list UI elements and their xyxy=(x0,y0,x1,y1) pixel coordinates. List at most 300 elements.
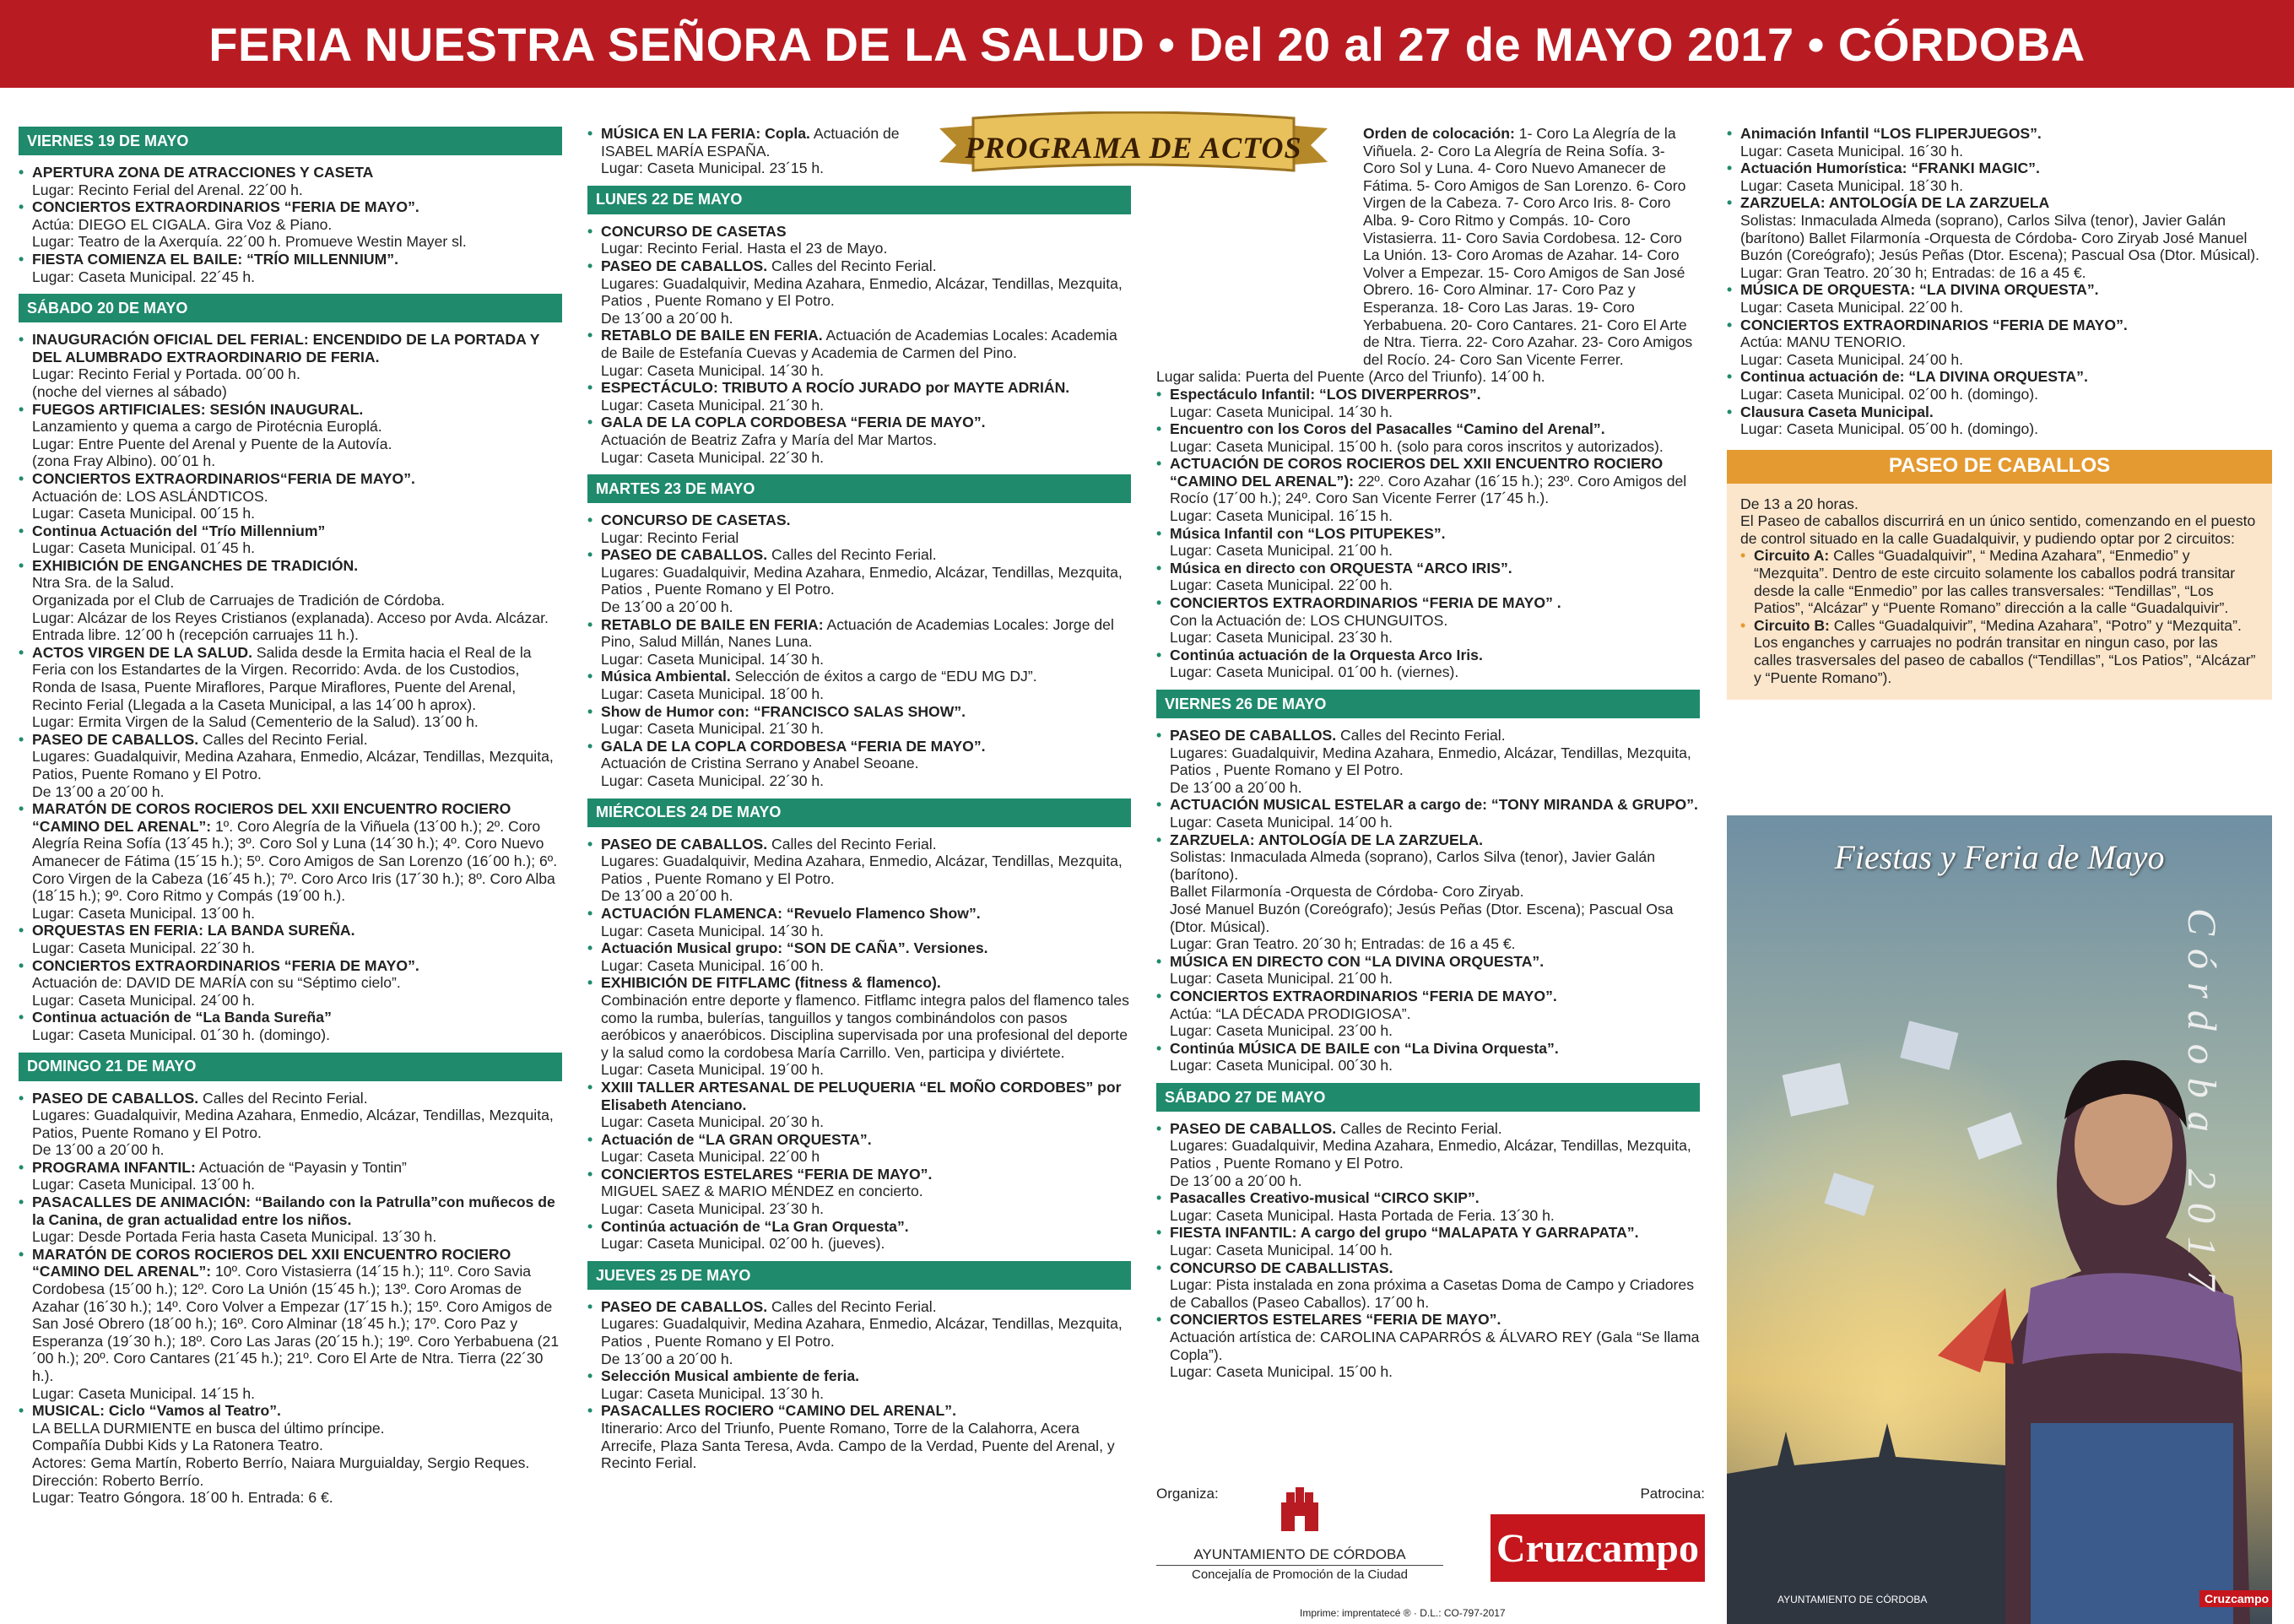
bullet-icon: • xyxy=(587,668,593,685)
event-detail-line: Actuación de: LOS ASLÁNDTICOS. xyxy=(32,487,268,505)
event-body xyxy=(1170,560,1700,594)
event-body xyxy=(601,1166,1131,1218)
continuation-domingo xyxy=(587,125,1131,177)
event-title: MARATÓN DE COROS ROCIEROS DEL XXII ENCUENTRO ROCIERO “CAMINO DEL ARENAL”: xyxy=(32,800,511,835)
event-description: Calles del Recinto Ferial. xyxy=(198,1089,368,1107)
event-title: XXIII TALLER ARTESANAL DE PELUQUERIA “EL MOÑO CORDOBES” por Elisabeth Atenciano. xyxy=(601,1078,1122,1113)
event-title: Continua actuación de: “LA DIVINA ORQUESTA”. xyxy=(1740,368,2088,386)
event-title: Continúa actuación de “La Gran Orquesta”. xyxy=(601,1217,909,1235)
event-detail-line: Solistas: Inmaculada Almeda (soprano), Carlos Silva (tenor), Javier Galán (barítono) Ballet Filarmonía -Orquesta de Córdoba- Coro Ziryab José Manuel Buzón (Coreógrafo); Jesús Peñas (Dtor. Escena); Pascual Osa (Dtor. Músical). xyxy=(1740,211,2260,264)
event-detail-line: Lugar: Caseta Municipal. 01´45 h. xyxy=(32,539,256,557)
cruzcampo-logo xyxy=(1491,1486,1705,1604)
event-detail-line: Lugar: Caseta Municipal. 15´00 h. (solo para coros inscritos y autorizados). xyxy=(1170,437,1664,455)
poster-brand: Cruzcampo xyxy=(2199,1590,2272,1607)
event-body xyxy=(601,1079,1131,1131)
bullet-icon: • xyxy=(19,1402,24,1420)
event-body xyxy=(1740,281,2272,316)
event-title: Actuación Humorística: “FRANKI MAGIC”. xyxy=(1740,160,2040,177)
sponsors-footer xyxy=(1156,1486,1705,1624)
event-title: MUSICAL: Ciclo “Vamos al Teatro”. xyxy=(32,1402,281,1420)
event-body xyxy=(32,1194,562,1246)
bullet-icon: • xyxy=(587,939,593,957)
event-detail-line: De 13´00 a 20´00 h. xyxy=(32,1141,165,1159)
event-body xyxy=(1170,1189,1700,1224)
event-detail-line: Actores: Gema Martín, Roberto Berrío, Naiara Murguialday, Sergio Reques. Dirección: Roberto Berrío. xyxy=(32,1453,530,1489)
event-detail-line: MIGUEL SAEZ & MARIO MÉNDEZ en concierto. xyxy=(601,1183,923,1200)
bullet-icon: • xyxy=(19,730,24,748)
event-description: Calles del Recinto Ferial. xyxy=(767,1297,937,1315)
event-detail-line: Lugares: Guadalquivir, Medina Azahara, Enmedio, Alcázar, Tendillas, Mezquita, Patios , Puente Romano y El Potro. xyxy=(1170,744,1691,779)
event-body xyxy=(1170,386,1700,420)
event-item xyxy=(587,512,1131,546)
event-item xyxy=(587,668,1131,702)
salida-line: Lugar salida: Puerta del Puente (Arco del Triunfo). 14´00 h. xyxy=(1156,368,1545,386)
event-body xyxy=(601,836,1131,905)
event-title: RETABLO DE BAILE EN FERIA: xyxy=(601,615,824,633)
event-detail-line: Lugar: Caseta Municipal. 22´30 h. xyxy=(32,939,256,956)
event-body xyxy=(1170,796,1700,831)
event-body xyxy=(1170,594,1700,647)
bullet-icon: • xyxy=(587,737,593,755)
event-detail-line: Lugar: Caseta Municipal. 02´00 h. (jueves). xyxy=(601,1235,885,1253)
section-header: SÁBADO 20 DE MAYO xyxy=(19,294,562,322)
bullet-icon: • xyxy=(1156,524,1162,542)
event-item xyxy=(19,1402,562,1507)
event-title: APERTURA ZONA DE ATRACCIONES Y CASETA xyxy=(32,164,374,181)
event-item xyxy=(1156,420,1700,455)
event-body xyxy=(601,223,1131,257)
event-item xyxy=(1156,727,1700,796)
event-body xyxy=(1740,403,2272,438)
event-body xyxy=(1170,727,1700,796)
event-title: Encuentro con los Coros del Pasacalles “Camino del Arenal”. xyxy=(1170,420,1605,438)
event-detail-line: Lugar: Caseta Municipal. 22´30 h. xyxy=(601,448,825,466)
event-title: Actuación Musical grupo: “SON DE CAÑA”. Versiones. xyxy=(601,939,988,957)
event-detail-line: Lugar: Caseta Municipal. 19´00 h. xyxy=(601,1061,825,1079)
bullet-icon: • xyxy=(1156,952,1162,970)
section-viernes-26 xyxy=(1156,690,1700,1075)
event-item xyxy=(587,939,1131,974)
section-martes-23 xyxy=(587,474,1131,790)
event-detail-line: Lugar: Caseta Municipal. 14´00 h. xyxy=(1170,1242,1393,1259)
event-body xyxy=(1170,1224,1700,1259)
event-detail-line: Actúa: “LA DÉCADA PRODIGIOSA”. xyxy=(1170,1004,1411,1022)
bullet-icon: • xyxy=(587,1078,593,1096)
event-body xyxy=(1740,160,2272,194)
circuit-a-text: Calles “Guadalquivir”, “ Medina Azahara”, “Enmedio” y “Mezquita”. Dentro de este circuito solamente los caballos podrá transitar desde la calle “Enmedio” por las calles transversales: “Tendillas”, “Los Patios”, “Alcázar” y “Puente Romano” dirección a la calle “Guadalquivir”. xyxy=(1754,547,2236,617)
event-body xyxy=(1170,420,1700,455)
bullet-icon: • xyxy=(587,1165,593,1183)
bullet-icon: • xyxy=(19,331,24,349)
event-title: CONCIERTOS EXTRAORDINARIOS “FERIA DE MAYO”. xyxy=(32,198,419,216)
event-detail-line: Lugar: Alcázar de los Reyes Cristianos (explanada). Acceso por Avda. Alcázar. Entrada libre. 12´00 h (recepción carruajes 11 h.). xyxy=(32,609,549,644)
event-detail-line: Lugar: Teatro de la Axerquía. 22´00 h. Promueve Westin Mayer sl. xyxy=(32,233,467,251)
event-body xyxy=(32,922,562,956)
event-item xyxy=(19,644,562,731)
event-detail-line: Lugar: Entre Puente del Arenal y Puente de la Autovía. xyxy=(32,435,392,452)
event-title: MÚSICA EN DIRECTO CON “LA DIVINA ORQUESTA”. xyxy=(1170,952,1545,970)
event-item xyxy=(1156,988,1700,1040)
event-body xyxy=(1170,1311,1700,1380)
event-body xyxy=(601,703,1131,738)
event-detail-line: De 13´00 a 20´00 h. xyxy=(1170,778,1302,796)
event-title: GALA DE LA COPLA CORDOBESA “FERIA DE MAYO”. xyxy=(601,737,986,755)
bullet-icon: • xyxy=(1727,160,1733,177)
section-jueves-25 xyxy=(587,1261,1131,1472)
event-body xyxy=(32,198,562,251)
event-title: FUEGOS ARTIFICIALES: SESIÓN INAUGURAL. xyxy=(32,400,364,418)
event-item xyxy=(1156,1224,1700,1259)
bullet-icon: • xyxy=(1740,547,1746,565)
organiza-label: Organiza: xyxy=(1156,1486,1219,1502)
poster-vertical-text: Córdoba 2017 xyxy=(2179,908,2224,1304)
bullet-icon: • xyxy=(19,922,24,939)
event-detail-line: Lugar: Caseta Municipal. 16´15 h. xyxy=(1170,507,1393,525)
event-item xyxy=(1156,1311,1700,1380)
bullet-icon: • xyxy=(587,222,593,240)
event-detail-line: Compañía Dubbi Kids y La Ratonera Teatro. xyxy=(32,1437,323,1454)
event-body xyxy=(32,957,562,1010)
event-title: ORQUESTAS EN FERIA: LA BANDA SUREÑA. xyxy=(32,922,355,939)
paseo-header: PASEO DE CABALLOS xyxy=(1727,450,2272,484)
event-body xyxy=(601,668,1131,702)
event-title: PASEO DE CABALLOS. xyxy=(32,1089,199,1107)
bullet-icon: • xyxy=(1156,1119,1162,1137)
event-body xyxy=(601,1218,1131,1253)
event-item xyxy=(587,1079,1131,1131)
event-detail-line: Lugar: Caseta Municipal. 16´30 h. xyxy=(1740,142,1964,160)
event-title: CONCIERTOS EXTRAORDINARIOS “FERIA DE MAYO”. xyxy=(1170,987,1557,1004)
event-body xyxy=(601,974,1131,1079)
event-title: FIESTA INFANTIL: A cargo del grupo “MALAPATA Y GARRAPATA”. xyxy=(1170,1224,1639,1242)
event-title: PASACALLES DE ANIMACIÓN: “Bailando con la Patrulla”con muñecos de la Canina, de gran actualidad entre los niños. xyxy=(32,1194,555,1228)
event-detail-line: Lugar: Caseta Municipal. 13´00 h. xyxy=(32,904,256,922)
section-domingo-21 xyxy=(19,1053,562,1507)
bullet-icon: • xyxy=(587,974,593,992)
event-detail-line: Lugares: Guadalquivir, Medina Azahara, Enmedio, Alcázar, Tendillas, Mezquita, Patios , Puente Romano y El Potro. xyxy=(601,1315,1123,1351)
event-detail-line: Ballet Filarmonía -Orquesta de Córdoba- Coro Ziryab. xyxy=(1170,883,1524,901)
bullet-icon: • xyxy=(1156,385,1162,403)
event-detail-line: Lugar: Caseta Municipal. 00´30 h. xyxy=(1170,1057,1393,1075)
event-title: CONCURSO DE CASETAS. xyxy=(601,512,791,529)
event-title: MÚSICA DE ORQUESTA: “LA DIVINA ORQUESTA”. xyxy=(1740,281,2099,299)
event-detail-line: Lugares: Guadalquivir, Medina Azahara, Enmedio, Alcázar, Tendillas, Mezquita, Patios, Puente Romano y El Potro. xyxy=(32,748,554,782)
event-detail-line: Lugares: Guadalquivir, Medina Azahara, Enmedio, Alcázar, Tendillas, Mezquita, Patios , Puente Romano y El Potro. xyxy=(601,563,1123,598)
event-title: PASEO DE CABALLOS. xyxy=(32,730,199,748)
event-detail-line: Lugares: Guadalquivir, Medina Azahara, Enmedio, Alcázar, Tendillas, Mezquita, Patios, Puente Romano y El Potro. xyxy=(32,1107,554,1141)
event-title: INAUGURACIÓN OFICIAL DEL FERIAL: ENCENDIDO DE LA PORTADA Y DEL ALUMBRADO EXTRAORDINARIO DE FERIA. xyxy=(32,331,540,365)
ayuntamiento-crest-icon xyxy=(1274,1486,1325,1540)
event-detail-line: Lanzamiento y quema a cargo de Pirotécnia Europlá. xyxy=(32,418,382,436)
event-item xyxy=(1727,194,2272,281)
paseo-body xyxy=(1727,484,2272,701)
event-title: PASEO DE CABALLOS. xyxy=(601,546,768,564)
bullet-icon: • xyxy=(19,1009,24,1026)
event-title: Música Ambiental. xyxy=(601,668,731,685)
event-detail-line: Lugar: Teatro Góngora. 18´00 h. Entrada: 6 €. xyxy=(32,1489,333,1507)
event-detail-line: Lugar: Caseta Municipal. 14´30 h. xyxy=(601,650,825,668)
event-title: CONCIERTOS ESTELARES “FERIA DE MAYO”. xyxy=(1170,1311,1501,1329)
event-title: Clausura Caseta Municipal. xyxy=(1740,403,1934,420)
event-title: ESPECTÁCULO: TRIBUTO A ROCÍO JURADO por MAYTE ADRIÁN. xyxy=(601,379,1070,397)
event-item xyxy=(1727,317,2272,369)
event-item xyxy=(19,1246,562,1402)
event-title: MÚSICA EN LA FERIA: Copla. xyxy=(601,125,810,142)
bullet-icon: • xyxy=(587,512,593,529)
event-item xyxy=(1156,386,1700,420)
event-detail-line: José Manuel Buzón (Coreógrafo); Jesús Peñas (Dtor. Escena); Pascual Osa (Dtor. Músical). xyxy=(1170,900,1674,935)
bullet-icon: • xyxy=(1727,194,1733,212)
event-detail-line: Lugar: Ermita Virgen de la Salud (Cementerio de la Salud). 13´00 h. xyxy=(32,713,479,731)
paseo-note: Los enganches y carruajes no podrán transitar en ningun caso, por las calles trasversales del paseo de caballos (“Tendillas”, “Los Patios”, “Alcázar” y “Puente Romano”). xyxy=(1754,634,2256,686)
event-title: Continúa MÚSICA DE BAILE con “La Divina Orquesta”. xyxy=(1170,1039,1559,1057)
event-item xyxy=(1156,1259,1700,1312)
event-title: Música en directo con ORQUESTA “ARCO IRIS”. xyxy=(1170,559,1512,577)
event-detail-line: Lugar: Caseta Municipal. 21´00 h. xyxy=(1170,542,1393,560)
bullet-icon: • xyxy=(1727,281,1733,299)
event-title: Selección Musical ambiente de feria. xyxy=(601,1367,860,1385)
imprime-line: Imprime: imprentatecé ® · D.L.: CO-797-2017 xyxy=(1300,1607,1506,1619)
event-body xyxy=(601,257,1131,327)
event-detail-line: Lugar: Caseta Municipal. 14´15 h. xyxy=(32,1384,256,1402)
event-title: CONCIERTOS EXTRAORDINARIOS“FERIA DE MAYO”. xyxy=(32,469,415,487)
cruzcampo-brand: Cruzcampo xyxy=(1491,1514,1705,1582)
event-item xyxy=(19,957,562,1010)
event-detail-line: Lugar: Recinto Ferial. Hasta el 23 de Mayo. xyxy=(601,240,888,257)
section-header: SÁBADO 27 DE MAYO xyxy=(1156,1083,1700,1112)
event-item xyxy=(1156,953,1700,988)
event-detail-line: Lugar: Desde Portada Feria hasta Caseta Municipal. 13´30 h. xyxy=(32,1228,437,1246)
event-item xyxy=(19,251,562,285)
event-detail-line: Lugar: Caseta Municipal. 23´15 h. xyxy=(601,160,825,177)
event-item xyxy=(19,1159,562,1194)
event-body xyxy=(32,331,562,400)
event-item xyxy=(19,922,562,956)
event-detail-line: De 13´00 a 20´00 h. xyxy=(601,309,733,327)
event-body xyxy=(1170,831,1700,953)
event-description: Actuación de Academias Locales: Jorge del Pino, Salud Millán, Nanes Luna. xyxy=(601,615,1114,651)
bullet-icon: • xyxy=(1727,316,1733,333)
bullet-icon: • xyxy=(1740,616,1746,634)
event-item xyxy=(587,414,1131,466)
event-title: PASEO DE CABALLOS. xyxy=(1170,1119,1337,1137)
orden-text: 1- Coro La Alegría de la Viñuela. 2- Coro La Alegría de Reina Sofía. 3- Coro Sol y Luna. 4- Coro Nuevo Amanecer de Fátima. 5- Coro Amigos de San Lorenzo. 6- Coro Virgen de la Cabeza. 7- Coro Arco Iris. 8- Coro Alba. 9- Coro Ritmo y Compás. 10- Coro Vistasierra. 11- Coro Savia Cordobesa. 12- Coro La Unión. 13- Coro Aromas de Azahar. 14- Coro Volver a Empezar. 15- Coro Amigos de San José Obrero. 16- Coro Alminar. 17- Coro Paz y Esperanza. 18- Coro Las Jaras. 19- Coro Yerbabuena. 20- Coro Cantares. 21- Coro El Arte de Ntra. Tierra. 22- Coro Azahar. 23- Coro Amigos del Rocío. 24- Coro San Vicente Ferrer. xyxy=(1363,125,1693,368)
event-detail-line: Actúa: DIEGO EL CIGALA. Gira Voz & Piano. xyxy=(32,215,333,233)
event-description: Calles de Recinto Ferial. xyxy=(1336,1119,1502,1137)
event-detail-line: De 13´00 a 20´00 h. xyxy=(601,598,733,616)
event-title: Música Infantil con “LOS PITUPEKES”. xyxy=(1170,524,1446,542)
event-item xyxy=(19,522,562,557)
ayuntamiento-name: AYUNTAMIENTO DE CÓRDOBA xyxy=(1193,1546,1406,1562)
event-detail-line: De 13´00 a 20´00 h. xyxy=(32,782,165,800)
event-detail-line: (zona Fray Albino). 00´01 h. xyxy=(32,452,216,470)
event-detail-line: Lugar: Caseta Municipal. 18´30 h. xyxy=(1740,176,1964,194)
circuit-a xyxy=(1740,547,2259,616)
bullet-icon: • xyxy=(587,327,593,344)
event-description: Calles del Recinto Ferial. xyxy=(198,730,368,748)
column-4 xyxy=(1727,125,2272,708)
event-item xyxy=(19,198,562,251)
paseo-caballos-box xyxy=(1727,450,2272,701)
event-item xyxy=(587,905,1131,939)
event-title: PROGRAMA INFANTIL: xyxy=(32,1158,196,1176)
bullet-icon: • xyxy=(1156,420,1162,438)
event-body xyxy=(601,414,1131,466)
bullet-icon: • xyxy=(1156,646,1162,663)
event-title: CONCURSO DE CASETAS xyxy=(601,222,787,240)
event-detail-line: Lugar: Caseta Municipal. 14´00 h. xyxy=(1170,813,1393,831)
section-sabado-20 xyxy=(19,294,562,1043)
event-item xyxy=(587,1298,1131,1367)
event-title: CONCIERTOS EXTRAORDINARIOS “FERIA DE MAYO” . xyxy=(1170,594,1561,612)
event-description: Calles del Recinto Ferial. xyxy=(767,257,937,274)
event-body xyxy=(1170,525,1700,560)
bullet-icon: • xyxy=(1156,1311,1162,1329)
event-title: CONCURSO DE CABALLISTAS. xyxy=(1170,1259,1393,1276)
bullet-icon: • xyxy=(19,522,24,539)
event-body xyxy=(601,379,1131,414)
bullet-icon: • xyxy=(19,556,24,574)
bullet-icon: • xyxy=(1156,594,1162,612)
event-title: PASEO DE CABALLOS. xyxy=(601,1297,768,1315)
section-header: LUNES 22 DE MAYO xyxy=(587,186,1131,214)
event-title: CONCIERTOS EXTRAORDINARIOS “FERIA DE MAYO”. xyxy=(32,956,419,974)
event-detail-line: Lugar: Caseta Municipal. 15´00 h. xyxy=(1170,1363,1393,1381)
paseo-intro-1: De 13 a 20 horas. xyxy=(1740,495,1858,512)
bullet-icon: • xyxy=(587,379,593,397)
event-item xyxy=(1156,647,1700,681)
event-title: ACTOS VIRGEN DE LA SALUD. xyxy=(32,643,252,661)
event-detail-line: Lugar: Caseta Municipal. 14´30 h. xyxy=(1170,403,1393,420)
event-body xyxy=(601,1131,1131,1166)
section-viernes-19 xyxy=(19,127,562,285)
page-title: FERIA NUESTRA SEÑORA DE LA SALUD • Del 20 al 27 de MAYO 2017 • CÓRDOBA xyxy=(208,17,2086,71)
event-title: Continúa actuación de la Orquesta Arco Iris. xyxy=(1170,646,1483,663)
bullet-icon: • xyxy=(587,1402,593,1420)
continuation-jueves-2 xyxy=(1156,368,1700,681)
bullet-icon: • xyxy=(19,643,24,661)
event-description: Calles del Recinto Ferial. xyxy=(767,546,937,564)
event-item xyxy=(1156,594,1700,647)
event-body xyxy=(1170,988,1700,1040)
event-body xyxy=(32,251,562,285)
continuation-sabado-27 xyxy=(1727,125,2272,438)
event-body xyxy=(601,327,1131,379)
event-item xyxy=(19,470,562,522)
bullet-icon: • xyxy=(19,800,24,818)
event-body xyxy=(601,905,1131,939)
event-item xyxy=(19,164,562,198)
bullet-icon: • xyxy=(1727,368,1733,386)
event-body xyxy=(1170,1040,1700,1075)
ribbon-label: PROGRAMA DE ACTOS xyxy=(965,131,1302,165)
event-item xyxy=(587,257,1131,327)
event-title: Continua Actuación del “Trío Millennium” xyxy=(32,522,326,539)
event-title: ZARZUELA: ANTOLOGÍA DE LA ZARZUELA. xyxy=(1170,831,1484,848)
event-item xyxy=(587,738,1131,790)
event-item xyxy=(1727,403,2272,438)
event-detail-line: Lugar: Caseta Municipal. 23´30 h. xyxy=(601,1200,825,1218)
event-detail-line: Lugar: Caseta Municipal. 21´30 h. xyxy=(601,720,825,738)
event-title: Show de Humor con: “FRANCISCO SALAS SHOW”. xyxy=(601,702,966,720)
section-header: JUEVES 25 DE MAYO xyxy=(587,1261,1131,1290)
bullet-icon: • xyxy=(19,956,24,974)
event-detail-line: Solistas: Inmaculada Almeda (soprano), Carlos Silva (tenor), Javier Galán (barítono). xyxy=(1170,848,1655,883)
event-detail-line: Lugar: Caseta Municipal. 22´00 h. xyxy=(1740,298,1964,316)
bullet-icon: • xyxy=(1156,987,1162,1004)
event-detail-line: Lugar: Caseta Municipal. Hasta Portada de Feria. 13´30 h. xyxy=(1170,1206,1555,1224)
event-body xyxy=(1740,317,2272,369)
bullet-icon: • xyxy=(19,1089,24,1107)
bullet-icon: • xyxy=(1156,559,1162,577)
event-title: PASACALLES ROCIERO “CAMINO DEL ARENAL”. xyxy=(601,1402,956,1420)
event-item xyxy=(19,1009,562,1043)
page-banner xyxy=(0,0,2294,88)
bullet-icon: • xyxy=(1156,727,1162,744)
event-body xyxy=(32,1159,562,1194)
event-detail-line: Lugar: Caseta Municipal. 01´30 h. (domingo). xyxy=(32,1026,331,1043)
event-detail-line: Lugar: Gran Teatro. 20´30 h; Entradas: de 16 a 45 €. xyxy=(1170,935,1516,953)
bullet-icon: • xyxy=(587,257,593,274)
event-description: Salida desde la Ermita hacia el Real de la Feria con los Estandartes de la Virgen. Recorrido: Avda. de los Custodios, Ronda de Isasa, Puente Miraflores, Parque Miraflores, Puente del Arenal, Recinto Ferial (Llegada a la Caseta Municipal, a las 14´00 h aprox). xyxy=(32,643,532,713)
event-item xyxy=(1156,455,1700,524)
event-item xyxy=(1156,831,1700,953)
section-header: MIÉRCOLES 24 DE MAYO xyxy=(587,798,1131,827)
event-detail-line: Lugar: Caseta Municipal. 21´00 h. xyxy=(1170,970,1393,988)
event-detail-line: Actuación de Cristina Serrano y Anabel Seoane. xyxy=(601,755,919,772)
event-body xyxy=(601,738,1131,790)
event-detail-line: Lugar: Caseta Municipal. 22´45 h. xyxy=(32,268,256,285)
column-1 xyxy=(19,127,562,1515)
event-detail-line: Lugar: Caseta Municipal. 00´15 h. xyxy=(32,505,256,522)
event-item xyxy=(587,327,1131,379)
event-description: 1º. Coro Alegría de la Viñuela (13´00 h.); 2º. Coro Alegría Reina Sofía (13´45 h.); 3º. Coro Sol y Luna (14´30 h.); 4º. Coro Nuevo Amanecer de Fátima (15´15 h.); 5º. Coro Amigos de San Lorenzo (16´00 h.); 6º. Coro Virgen de la Cabeza (16´45 h.); 7º. Coro Arco Iris (17´30 h.); 8º. Coro Alba (18´15 h.); 9º. Coro Ritmo y Compás (19´00 h.). xyxy=(32,817,558,905)
event-body xyxy=(1170,455,1700,524)
section-header: VIERNES 19 DE MAYO xyxy=(19,127,562,155)
event-item xyxy=(1727,368,2272,403)
event-body xyxy=(32,470,562,522)
event-title: PASEO DE CABALLOS. xyxy=(1170,727,1337,744)
event-item xyxy=(1156,1120,1700,1189)
event-title: Espectáculo Infantil: “LOS DIVERPERROS”. xyxy=(1170,385,1481,403)
event-body xyxy=(601,1298,1131,1367)
event-item xyxy=(587,1367,1131,1402)
event-item xyxy=(19,401,562,470)
event-body xyxy=(1170,1120,1700,1189)
event-title: Animación Infantil “LOS FLIPERJUEGOS”. xyxy=(1740,125,2042,142)
event-detail-line: Lugar: Caseta Municipal. 14´30 h. xyxy=(601,922,825,939)
bullet-icon: • xyxy=(587,835,593,853)
event-title: EXHIBICIÓN DE FITFLAMC (fitness & flamenco). xyxy=(601,974,941,992)
event-detail-line: Actúa: MANU TENORIO. xyxy=(1740,333,1907,351)
bullet-icon: • xyxy=(19,198,24,216)
event-detail-line: Itinerario: Arco del Triunfo, Puente Romano, Torre de la Calahorra, Acera Arrecife, Plaza Santa Teresa, Avda. Campo de la Verdad, Puente del Arenal, y Recinto Ferial. xyxy=(601,1420,1115,1472)
event-detail-line: De 13´00 a 20´00 h. xyxy=(601,887,733,905)
section-header: MARTES 23 DE MAYO xyxy=(587,474,1131,503)
event-item xyxy=(587,1402,1131,1471)
event-title: PASEO DE CABALLOS. xyxy=(601,835,768,853)
event-item xyxy=(19,1090,562,1159)
event-title: FIESTA COMIENZA EL BAILE: “TRÍO MILLENNIUM”. xyxy=(32,250,398,268)
bullet-icon: • xyxy=(587,1367,593,1385)
event-body xyxy=(601,1367,1131,1402)
event-detail-line: Lugar: Caseta Municipal. 23´30 h. xyxy=(1170,629,1393,647)
event-item xyxy=(19,731,562,800)
bullet-icon: • xyxy=(587,1130,593,1148)
event-title: ZARZUELA: ANTOLOGÍA DE LA ZARZUELA xyxy=(1740,194,2050,212)
event-body xyxy=(1740,125,2272,160)
circuit-b-text: Calles “Guadalquivir”, “Medina Azahara”, “Potro” y “Mezquita”. xyxy=(1829,616,2242,634)
